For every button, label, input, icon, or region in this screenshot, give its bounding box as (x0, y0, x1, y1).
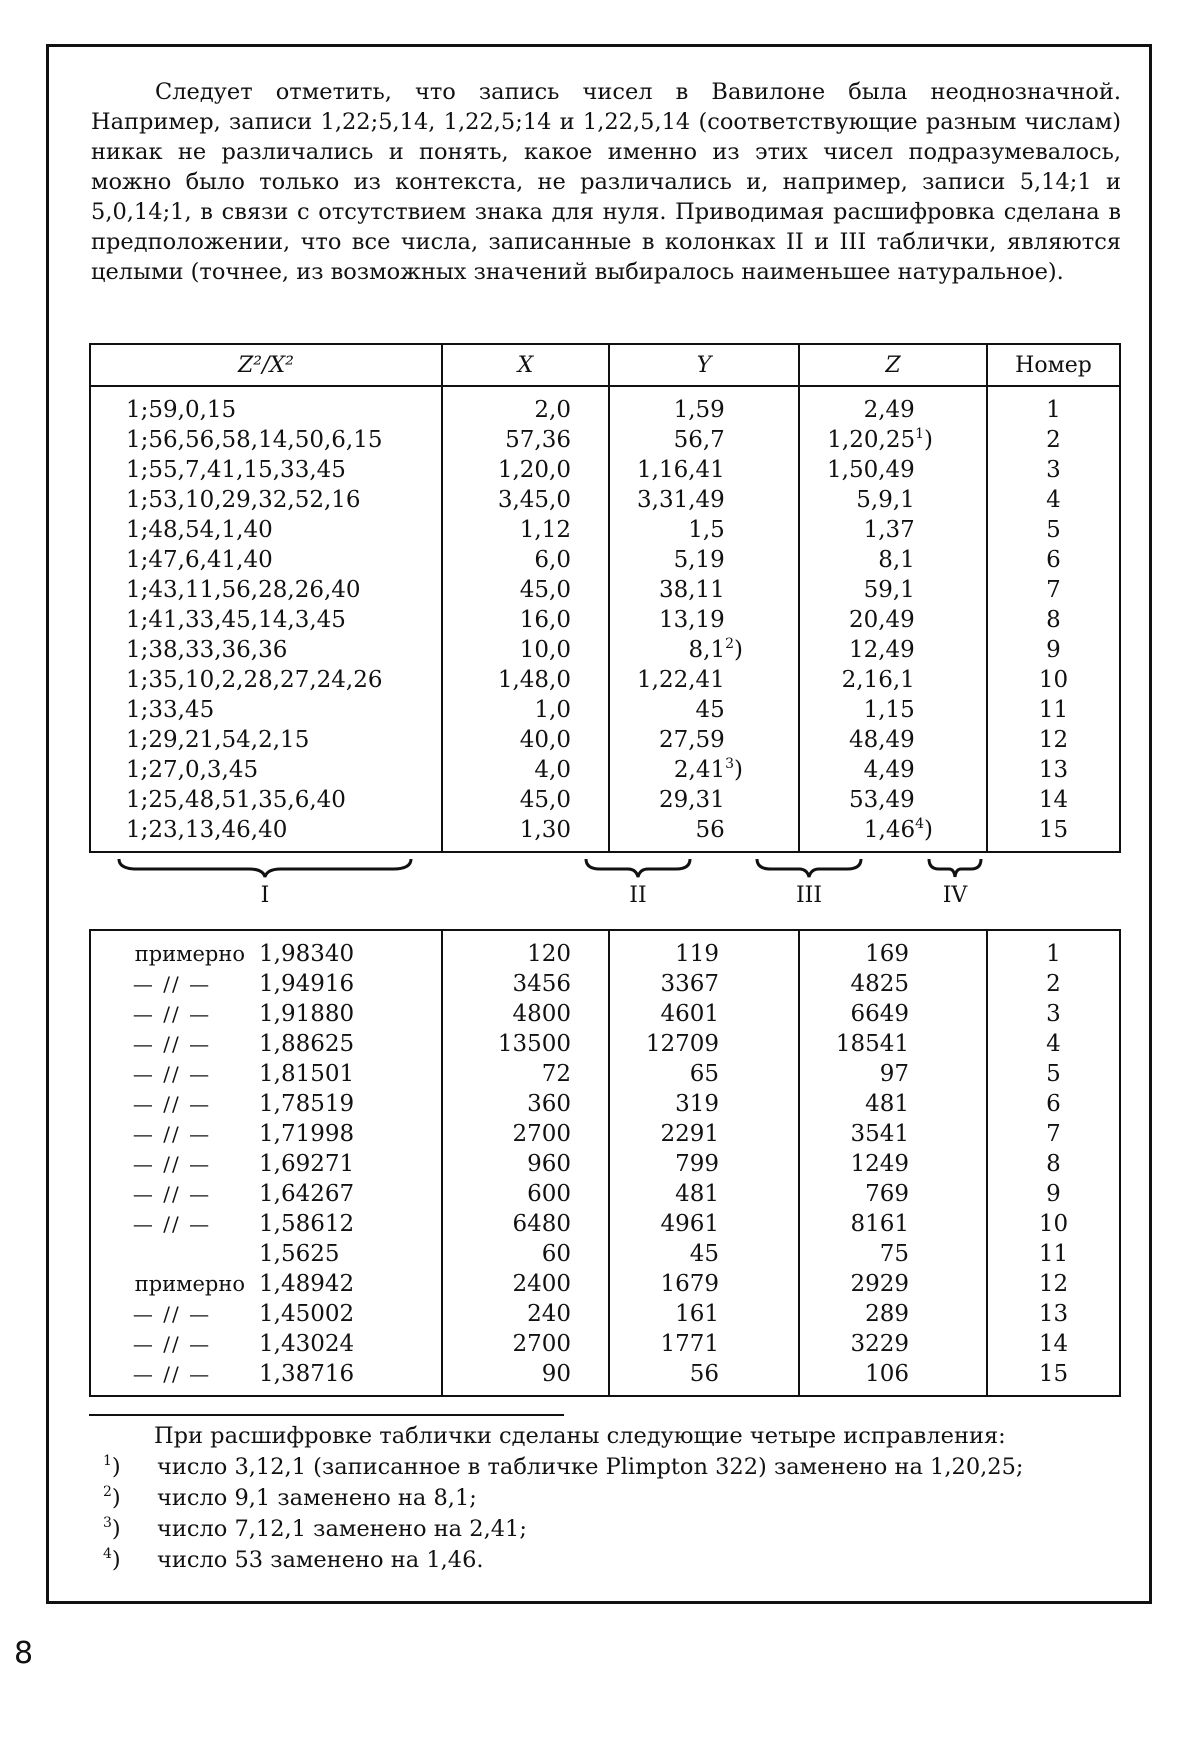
table-row (90, 1299, 1120, 1329)
ratio-cell: — // — 1,78519 (90, 1089, 442, 1119)
x-cell: 6480 (442, 1209, 609, 1239)
approx-label: примерно (99, 939, 259, 969)
x-cell: 60 (442, 1239, 609, 1269)
intro-paragraph: Следует отметить, что запись чисел в Вавилоне была неоднозначной. Например, записи 1,22;5,14, 1,22,5;14 и 1,22,5,14 (соответствующие разным числам) никак не различались и понять, какое именно из этих чисел подразумевалось, можно было только из контекста, не различались и, например, записи 5,14;1 и 5,0,14;1, в связи с отсутствием знака для нуля. Приводимая расшифровка сделана в предположении, что все числа, записанные в колонках II и III таблички, являются целыми (точнее, из возможных значений выбиралось наименьшее натуральное). (91, 77, 1121, 287)
z-cell: 106 (799, 1359, 987, 1396)
footnote-marker: 1 (915, 426, 924, 442)
header-number: Номер (987, 344, 1120, 386)
table-row (90, 485, 1120, 515)
y-cell: 1,22,41 (609, 665, 799, 695)
y-cell: 65 (609, 1059, 799, 1089)
ratio-cell: — // — 1,71998 (90, 1119, 442, 1149)
z-cell: 169 (799, 930, 987, 969)
ditto-mark: — // — (99, 1359, 259, 1389)
footnote-marker: 3) (101, 1514, 157, 1545)
y-cell: 3,31,49 (609, 485, 799, 515)
z-cell: 12,49 (799, 635, 987, 665)
x-cell: 45,0 (442, 785, 609, 815)
number-cell: 3 (987, 455, 1120, 485)
sexagesimal-table (89, 343, 1121, 853)
z-cell: 48,49 (799, 725, 987, 755)
x-cell: 13500 (442, 1029, 609, 1059)
x-cell: 2400 (442, 1269, 609, 1299)
y-cell: 38,11 (609, 575, 799, 605)
z-cell: 97 (799, 1059, 987, 1089)
z-cell: 3541 (799, 1119, 987, 1149)
column-label-III: III (779, 883, 839, 908)
footnote-item (101, 1514, 1101, 1545)
x-cell: 40,0 (442, 725, 609, 755)
ratio-cell: 1;56,56,58,14,50,6,15 (90, 425, 442, 455)
z-cell: 6649 (799, 999, 987, 1029)
footnote-text: число 7,12,1 заменено на 2,41; (157, 1514, 527, 1545)
number-cell: 6 (987, 545, 1120, 575)
y-cell: 799 (609, 1149, 799, 1179)
ratio-cell: 1;48,54,1,40 (90, 515, 442, 545)
ratio-cell: — // — 1,69271 (90, 1149, 442, 1179)
z-cell: 289 (799, 1299, 987, 1329)
number-cell: 2 (987, 425, 1120, 455)
ratio-cell: 1;27,0,3,45 (90, 755, 442, 785)
number-cell: 10 (987, 1209, 1120, 1239)
table-row (90, 1149, 1120, 1179)
ratio-cell: примерно 1,98340 (90, 930, 442, 969)
y-cell: 5,19 (609, 545, 799, 575)
ratio-cell: примерно 1,48942 (90, 1269, 442, 1299)
x-cell: 3,45,0 (442, 485, 609, 515)
ditto-mark: — // — (99, 1329, 259, 1359)
y-cell: 56 (609, 815, 799, 852)
brace-column-IV (927, 857, 983, 879)
footnote-marker: 2 (725, 636, 734, 652)
number-cell: 13 (987, 1299, 1120, 1329)
table-header-row (90, 344, 1120, 386)
footnote-item (101, 1483, 1101, 1514)
ratio-cell: — // — 1,81501 (90, 1059, 442, 1089)
number-cell: 2 (987, 969, 1120, 999)
footnote-text: число 3,12,1 (записанное в табличке Plimpton 322) заменено на 1,20,25; (157, 1452, 1024, 1483)
x-cell: 960 (442, 1149, 609, 1179)
x-cell: 2700 (442, 1119, 609, 1149)
z-cell: 59,1 (799, 575, 987, 605)
table-row (90, 999, 1120, 1029)
number-cell: 14 (987, 785, 1120, 815)
decimal-table (89, 929, 1121, 1397)
brace-column-I (117, 857, 413, 879)
header-y: Y (609, 344, 799, 386)
x-cell: 240 (442, 1299, 609, 1329)
ratio-cell: 1;59,0,15 (90, 386, 442, 425)
table-row (90, 1089, 1120, 1119)
table-row (90, 605, 1120, 635)
sexagesimal-table-body (90, 386, 1120, 852)
ditto-mark: — // — (99, 969, 259, 999)
table-row (90, 425, 1120, 455)
footnotes-intro: При расшифровке таблички сделаны следующие четыре исправления: (101, 1421, 1101, 1452)
table-row (90, 1329, 1120, 1359)
ditto-mark: — // — (99, 1179, 259, 1209)
number-cell: 1 (987, 930, 1120, 969)
footnote-marker: 2) (101, 1483, 157, 1514)
ditto-mark: — // — (99, 1209, 259, 1239)
z-cell: 769 (799, 1179, 987, 1209)
x-cell: 1,30 (442, 815, 609, 852)
z-cell: 1,464) (799, 815, 987, 852)
y-cell: 29,31 (609, 785, 799, 815)
x-cell: 1,12 (442, 515, 609, 545)
approx-label: примерно (99, 1269, 259, 1299)
y-cell: 2291 (609, 1119, 799, 1149)
number-cell: 12 (987, 725, 1120, 755)
header-x: X (442, 344, 609, 386)
z-cell: 2,49 (799, 386, 987, 425)
number-cell: 11 (987, 1239, 1120, 1269)
column-label-IV: IV (925, 883, 985, 908)
footnotes (101, 1421, 1101, 1576)
z-cell: 1,20,251) (799, 425, 987, 455)
y-cell: 119 (609, 930, 799, 969)
ratio-cell: — // — 1,64267 (90, 1179, 442, 1209)
number-cell: 4 (987, 1029, 1120, 1059)
x-cell: 1,48,0 (442, 665, 609, 695)
x-cell: 6,0 (442, 545, 609, 575)
ratio-cell: 1;41,33,45,14,3,45 (90, 605, 442, 635)
ditto-mark: — // — (99, 999, 259, 1029)
ratio-cell: 1,5625 (90, 1239, 442, 1269)
y-cell: 2,413) (609, 755, 799, 785)
brace-column-II (584, 857, 692, 879)
ratio-cell: 1;53,10,29,32,52,16 (90, 485, 442, 515)
z-cell: 1,15 (799, 695, 987, 725)
number-cell: 10 (987, 665, 1120, 695)
z-cell: 75 (799, 1239, 987, 1269)
ratio-cell: — // — 1,88625 (90, 1029, 442, 1059)
y-cell: 1,59 (609, 386, 799, 425)
footnote-marker: 4 (915, 816, 924, 832)
number-cell: 13 (987, 755, 1120, 785)
table-row (90, 725, 1120, 755)
decimal-table-body (90, 930, 1120, 1396)
ratio-cell: — // — 1,45002 (90, 1299, 442, 1329)
z-cell: 1,37 (799, 515, 987, 545)
table-row (90, 455, 1120, 485)
y-cell: 4601 (609, 999, 799, 1029)
y-cell: 161 (609, 1299, 799, 1329)
ratio-cell: 1;38,33,36,36 (90, 635, 442, 665)
ratio-cell: — // — 1,94916 (90, 969, 442, 999)
z-cell: 481 (799, 1089, 987, 1119)
z-cell: 2929 (799, 1269, 987, 1299)
y-cell: 3367 (609, 969, 799, 999)
x-cell: 72 (442, 1059, 609, 1089)
x-cell: 600 (442, 1179, 609, 1209)
x-cell: 1,20,0 (442, 455, 609, 485)
brace-column-III (755, 857, 863, 879)
ratio-cell: 1;35,10,2,28,27,24,26 (90, 665, 442, 695)
table-row (90, 785, 1120, 815)
ratio-cell: — // — 1,43024 (90, 1329, 442, 1359)
z-cell: 2,16,1 (799, 665, 987, 695)
y-cell: 56 (609, 1359, 799, 1396)
z-cell: 4825 (799, 969, 987, 999)
footnote-text: число 53 заменено на 1,46. (157, 1545, 484, 1576)
z-cell: 53,49 (799, 785, 987, 815)
ratio-cell: 1;23,13,46,40 (90, 815, 442, 852)
number-cell: 5 (987, 515, 1120, 545)
x-cell: 57,36 (442, 425, 609, 455)
z-cell: 8161 (799, 1209, 987, 1239)
number-cell: 11 (987, 695, 1120, 725)
table-row (90, 635, 1120, 665)
x-cell: 2700 (442, 1329, 609, 1359)
table-row (90, 665, 1120, 695)
number-cell: 9 (987, 1179, 1120, 1209)
y-cell: 1,5 (609, 515, 799, 545)
x-cell: 10,0 (442, 635, 609, 665)
number-cell: 8 (987, 605, 1120, 635)
y-cell: 1771 (609, 1329, 799, 1359)
z-cell: 20,49 (799, 605, 987, 635)
footnote-item (101, 1545, 1101, 1576)
ditto-mark: — // — (99, 1059, 259, 1089)
z-cell: 4,49 (799, 755, 987, 785)
ditto-mark: — // — (99, 1089, 259, 1119)
ratio-cell: 1;25,48,51,35,6,40 (90, 785, 442, 815)
x-cell: 16,0 (442, 605, 609, 635)
number-cell: 15 (987, 815, 1120, 852)
z-cell: 5,9,1 (799, 485, 987, 515)
y-cell: 12709 (609, 1029, 799, 1059)
ratio-cell: — // — 1,91880 (90, 999, 442, 1029)
ratio-cell: 1;47,6,41,40 (90, 545, 442, 575)
y-cell: 56,7 (609, 425, 799, 455)
table-row (90, 1059, 1120, 1089)
footnote-text: число 9,1 заменено на 8,1; (157, 1483, 477, 1514)
number-cell: 6 (987, 1089, 1120, 1119)
x-cell: 1,0 (442, 695, 609, 725)
x-cell: 4,0 (442, 755, 609, 785)
number-cell: 5 (987, 1059, 1120, 1089)
table-row (90, 930, 1120, 969)
ratio-cell: 1;33,45 (90, 695, 442, 725)
number-cell: 7 (987, 575, 1120, 605)
table-row (90, 1119, 1120, 1149)
table-row (90, 815, 1120, 852)
ditto-mark: — // — (99, 1029, 259, 1059)
y-cell: 45 (609, 1239, 799, 1269)
number-cell: 1 (987, 386, 1120, 425)
table-row (90, 575, 1120, 605)
number-cell: 7 (987, 1119, 1120, 1149)
table-row (90, 1359, 1120, 1396)
table-row (90, 969, 1120, 999)
content-frame (46, 44, 1152, 1604)
x-cell: 360 (442, 1089, 609, 1119)
header-ratio: Z²/X² (90, 344, 442, 386)
footnote-marker: 3 (725, 756, 734, 772)
table-row (90, 695, 1120, 725)
z-cell: 1249 (799, 1149, 987, 1179)
y-cell: 1,16,41 (609, 455, 799, 485)
z-cell: 18541 (799, 1029, 987, 1059)
number-cell: 14 (987, 1329, 1120, 1359)
ratio-cell: 1;29,21,54,2,15 (90, 725, 442, 755)
y-cell: 4961 (609, 1209, 799, 1239)
number-cell: 9 (987, 635, 1120, 665)
table-row (90, 1209, 1120, 1239)
ratio-cell: — // — 1,58612 (90, 1209, 442, 1239)
x-cell: 45,0 (442, 575, 609, 605)
x-cell: 3456 (442, 969, 609, 999)
footnote-item (101, 1452, 1101, 1483)
y-cell: 319 (609, 1089, 799, 1119)
column-label-II: II (608, 883, 668, 908)
z-cell: 1,50,49 (799, 455, 987, 485)
table-row (90, 386, 1120, 425)
number-cell: 3 (987, 999, 1120, 1029)
number-cell: 12 (987, 1269, 1120, 1299)
table-row (90, 545, 1120, 575)
table-row (90, 755, 1120, 785)
y-cell: 27,59 (609, 725, 799, 755)
x-cell: 2,0 (442, 386, 609, 425)
header-z: Z (799, 344, 987, 386)
x-cell: 4800 (442, 999, 609, 1029)
y-cell: 13,19 (609, 605, 799, 635)
column-label-I: I (235, 883, 295, 908)
y-cell: 45 (609, 695, 799, 725)
footnote-marker: 1) (101, 1452, 157, 1483)
ratio-cell: — // — 1,38716 (90, 1359, 442, 1396)
ditto-mark: — // — (99, 1119, 259, 1149)
z-cell: 8,1 (799, 545, 987, 575)
y-cell: 8,12) (609, 635, 799, 665)
page-number: 8 (14, 1636, 33, 1671)
number-cell: 15 (987, 1359, 1120, 1396)
ditto-mark: — // — (99, 1299, 259, 1329)
z-cell: 3229 (799, 1329, 987, 1359)
x-cell: 90 (442, 1359, 609, 1396)
table-row (90, 1239, 1120, 1269)
footnote-marker: 4) (101, 1545, 157, 1576)
ditto-mark: — // — (99, 1149, 259, 1179)
table-row (90, 1269, 1120, 1299)
footnote-rule (89, 1414, 564, 1416)
y-cell: 1679 (609, 1269, 799, 1299)
y-cell: 481 (609, 1179, 799, 1209)
table-row (90, 515, 1120, 545)
table-row (90, 1029, 1120, 1059)
ratio-cell: 1;55,7,41,15,33,45 (90, 455, 442, 485)
number-cell: 4 (987, 485, 1120, 515)
table-row (90, 1179, 1120, 1209)
ratio-cell: 1;43,11,56,28,26,40 (90, 575, 442, 605)
number-cell: 8 (987, 1149, 1120, 1179)
x-cell: 120 (442, 930, 609, 969)
